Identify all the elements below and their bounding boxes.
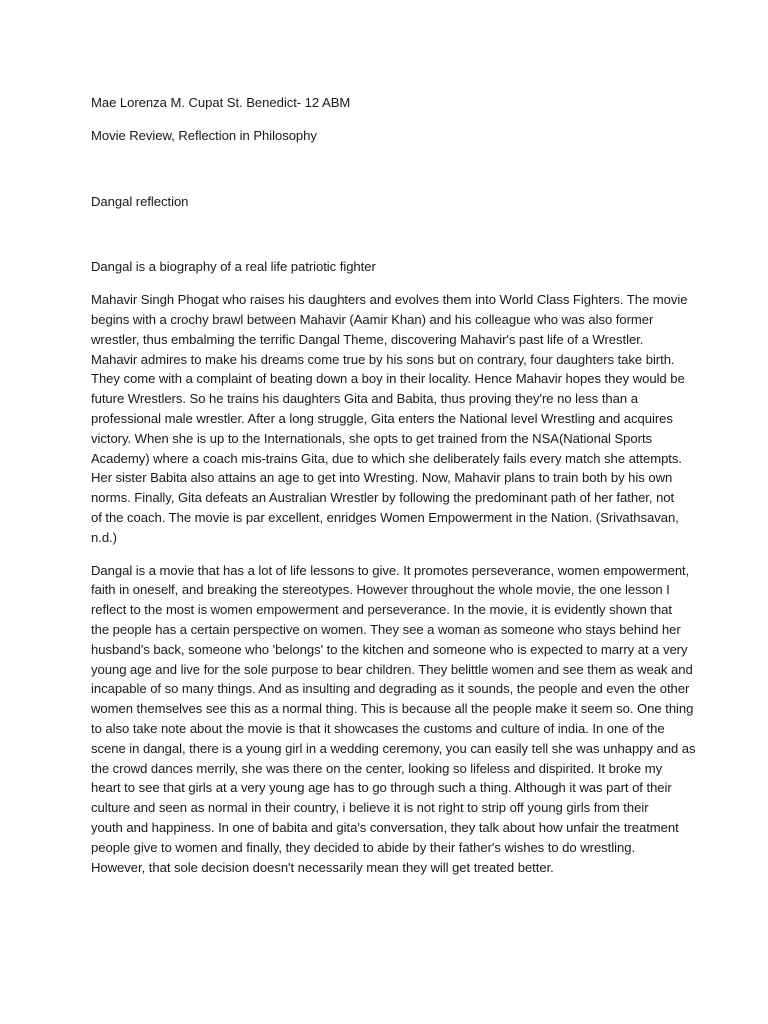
paragraph-line: wrestler, thus embalming the terrific Dangal Theme, discovering Mahavir's past life of a Wrestler. <box>91 331 644 347</box>
paragraph-line: to also take note about the movie is that it showcases the customs and culture of india. In one of the <box>91 720 665 736</box>
paragraph-line: incapable of so many things. And as insulting and degrading as it sounds, the people and even the other <box>91 681 690 697</box>
paragraph-line: scene in dangal, there is a young girl in a wedding ceremony, you can easily tell she was unhappy and as <box>91 740 696 756</box>
paragraph-line: culture and seen as normal in their country, i believe it is not right to strip off young girls from their <box>91 800 649 816</box>
paragraph-line: Academy) where a coach mis-trains Gita, due to which she deliberately fails every match she attempts. <box>91 450 682 466</box>
paragraph-line: However, that sole decision doesn't necessarily mean they will get treated better. <box>91 859 554 875</box>
paragraph-line: the crowd dances merrily, she was there on the center, looking so lifeless and dispirited. It broke my <box>91 760 663 776</box>
paragraph-line: the people has a certain perspective on women. They see a woman as someone who stays behind her <box>91 621 681 637</box>
paragraph-line: begins with a crochy brawl between Mahavir (Aamir Khan) and his colleague who was also former <box>91 311 654 327</box>
paragraph-line: reflect to the most is women empowerment and perseverance. In the movie, it is evidently shown that <box>91 602 672 618</box>
lead-sentence: Dangal is a biography of a real life patriotic fighter <box>91 259 376 275</box>
paragraph-reflection <box>91 561 696 878</box>
paragraph-line: future Wrestlers. So he trains his daughters Gita and Babita, thus proving they're no less than a <box>91 391 638 407</box>
paragraph-summary <box>91 290 686 547</box>
paragraph-line: professional male wrestler. After a long struggle, Gita enters the National level Wrestling and acquires <box>91 410 673 426</box>
paragraph-line: women themselves see this as a normal thing. This is because all the people make it seem so. One thing <box>91 701 694 717</box>
paragraph-line: norms. Finally, Gita defeats an Australian Wrestler by following the predominant path of her father, not <box>91 490 675 506</box>
author-line: Mae Lorenza M. Cupat St. Benedict- 12 ABM <box>91 95 351 110</box>
paragraph-line: victory. When she is up to the Internationals, she opts to get trained from the NSA(National Sports <box>91 430 653 446</box>
paragraph-line: youth and happiness. In one of babita and gita's conversation, they talk about how unfair the treatment <box>91 819 679 835</box>
paragraph-line: of the coach. The movie is par excellent, enridges Women Empowerment in the Nation. (Srivathsavan, <box>91 509 679 525</box>
paragraph-line: people give to women and finally, they decided to abide by their father's wishes to do wrestling. <box>91 839 636 855</box>
paragraph-line: Dangal is a movie that has a lot of life lessons to give. It promotes perseverance, women empowerment, <box>91 562 690 578</box>
paragraph-line: Mahavir admires to make his dreams come true by his sons but on contrary, four daughters take birth. <box>91 351 675 367</box>
document-body <box>91 93 696 877</box>
paragraph-line: n.d.) <box>91 529 117 545</box>
paragraph-line: faith in oneself, and breaking the stereotypes. However throughout the whole movie, the one lesson I <box>91 582 670 598</box>
paragraph-line: Mahavir Singh Phogat who raises his daughters and evolves them into World Class Fighters. The movie <box>91 292 688 308</box>
paragraph-line: Her sister Babita also attains an age to get into Wresting. Now, Mahavir plans to train both by his own <box>91 470 673 486</box>
paragraph-line: husband's back, someone who 'belongs' to the kitchen and someone who is expected to marry at a very <box>91 641 688 657</box>
paragraph-line: young age and live for the sole purpose to bear children. They belittle women and see them as weak and <box>91 661 693 677</box>
paragraph-line: heart to see that girls at a very young age has to go through such a thing. Although it was part of their <box>91 780 672 796</box>
document-subtitle: Movie Review, Reflection in Philosophy <box>91 127 317 143</box>
document-heading: Dangal reflection <box>91 193 189 209</box>
paragraph-line: They come with a complaint of beating down a boy in their locality. Hence Mahavir hopes they would be <box>91 371 685 387</box>
